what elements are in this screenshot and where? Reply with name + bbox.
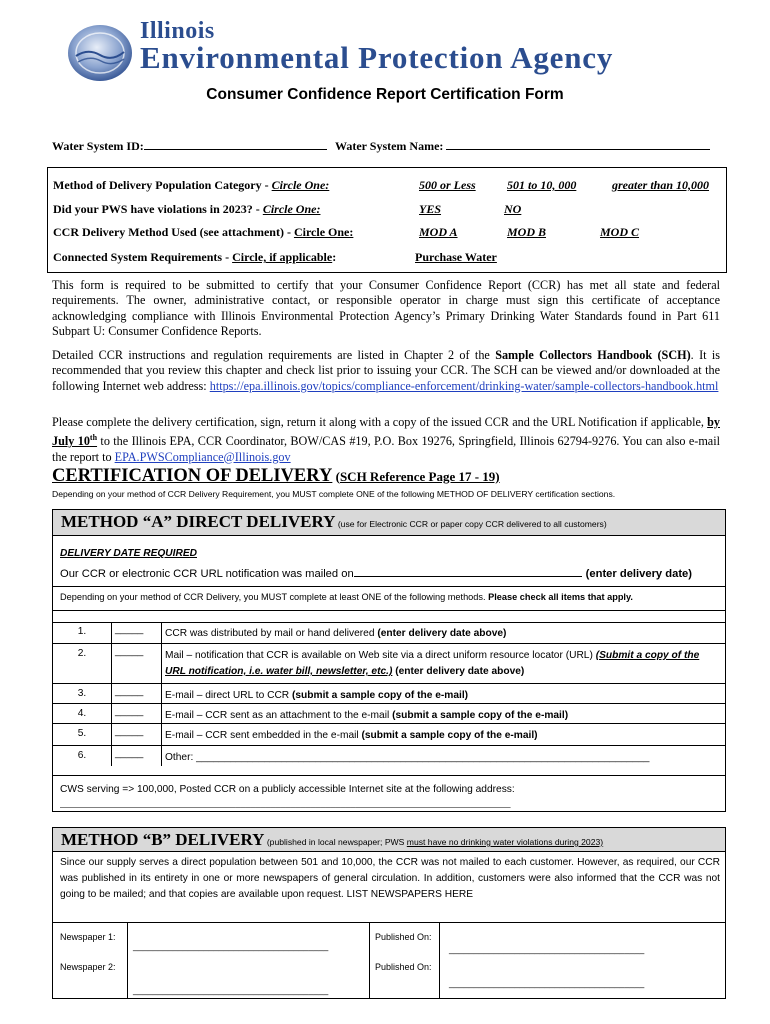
method-a-note: (use for Electronic CCR or paper copy CCR delivered to all customers) [335, 519, 607, 529]
option-mod-b[interactable]: MOD B [507, 225, 547, 239]
water-system-id-field[interactable] [52, 139, 327, 154]
method-b-section [52, 827, 726, 999]
published-on1-label: Published On: [375, 932, 432, 942]
method-a-title: METHOD “A” DIRECT DELIVERY [61, 512, 336, 531]
other-field[interactable]: Other: ________________________________________________________________________________ [165, 752, 650, 763]
method-b-body: Since our supply serves a direct population between 501 and 10,000, the CCR was not mailed to each customer. However, as required, our CCR was published in its entirety in one or more newspapers of general circulation. In addition, customers were also informed that the CCR was not going to be mailed; and that copies are available upon request. LIST NEWSPAPERS HERE [60, 857, 720, 900]
checklist-item: 2. _____ Mail – notification that CCR is available on Web site via a direct uniform resource locator (URL) (Submit a copy of the URL notification, i.e. water bill, newsletter, etc.) (enter delivery date above) [53, 644, 725, 684]
checkbox-blank[interactable]: _____ [115, 624, 144, 635]
circle-one-label: Circle One: [293, 225, 354, 239]
water-system-id-label: Water System ID: [52, 139, 144, 153]
circle-if-applicable-label: Circle, if applicable [232, 250, 333, 264]
water-system-id-blank[interactable] [144, 139, 327, 150]
delivery-info-box [47, 167, 727, 273]
newspaper1-label: Newspaper 1: [60, 932, 116, 942]
agency-seal-logo [66, 22, 134, 84]
checkbox-blank[interactable]: _____ [115, 726, 144, 737]
population-category-row: Method of Delivery Population Category - Circle One: [53, 178, 330, 192]
option-purchase-water[interactable]: Purchase Water [415, 250, 497, 264]
mailed-on-row: Our CCR or electronic CCR URL notification was mailed on (enter delivery date) [60, 565, 692, 580]
water-system-name-field[interactable] [335, 139, 710, 154]
agency-name-line1: Illinois [140, 18, 215, 44]
checklist-item: 6. _____ Other: ________________________________________________________________________________ [53, 746, 725, 766]
delivery-date-blank[interactable] [354, 565, 582, 577]
option-501-to-10000[interactable]: 501 to 10, 000 [507, 178, 577, 192]
method-a-section [52, 509, 726, 812]
checklist-item: 4. _____ E-mail – CCR sent as an attachment to the e-mail (submit a sample copy of the e-mail) [53, 704, 725, 724]
newspaper1-blank[interactable]: _______________________________________ [133, 941, 329, 951]
handbook-link[interactable]: https://epa.illinois.gov/topics/compliance-enforcement/drinking-water/sample-collectors-handbook.html [209, 378, 719, 393]
published-on1-blank[interactable]: _______________________________________ [449, 944, 645, 954]
option-mod-c[interactable]: MOD C [600, 225, 640, 239]
delivery-method-row: CCR Delivery Method Used (see attachment) - Circle One: [53, 225, 354, 239]
checklist-item: 5. _____ E-mail – CCR sent embedded in the e-mail (submit a sample copy of the e-mail) [53, 724, 725, 746]
option-mod-a[interactable]: MOD A [419, 225, 458, 239]
method-b-header: METHOD “B” DELIVERY (published in local newspaper; PWS must have no drinking water violations during 2023) [53, 828, 725, 852]
circle-one-label: Circle One: [271, 178, 330, 192]
option-500-or-less[interactable]: 500 or Less [419, 178, 476, 192]
checklist-item: 3. _____ E-mail – direct URL to CCR (submit a sample copy of the e-mail) [53, 684, 725, 704]
option-no[interactable]: NO [504, 202, 522, 216]
method-a-header [53, 510, 725, 536]
handbook-name: Sample Collectors Handbook (SCH) [495, 348, 691, 362]
sch-reference: SCH Reference Page 17 - 19) [339, 469, 500, 484]
cws-address-blank[interactable]: __________________________________________________________________________________________ [60, 798, 511, 808]
connected-system-row: Connected System Requirements - Circle, if applicable: [53, 250, 337, 264]
checkbox-blank[interactable]: _____ [115, 686, 144, 697]
submission-paragraph: Please complete the delivery certification, sign, return it along with a copy of the issued CCR and the URL Notification if applicable, by July 10th to the Illinois EPA, CCR Coordinator, BOW/CAS #19, P.O. Box 19276, Springfield, Illinois 62794-9276. You can also e-mail the report to EPA.PWSCompliance@Illinois.gov [52, 415, 720, 464]
water-system-name-label: Water System Name: [335, 139, 444, 153]
agency-name-line2: Environmental Protection Agency [140, 40, 614, 75]
method-b-title: METHOD “B” DELIVERY [61, 830, 265, 849]
intro-paragraph: This form is required to be submitted to certify that your Consumer Confidence Report (CCR) has met all state and federal requirements. The owner, administrative contact, or responsible operator in charge must sign this certificate of acceptance acknowledging compliance with Illinois Environmental Protection Agency’s Primary Drinking Water Standards found in Part 611 Subpart U: Consumer Confidence Reports. [52, 278, 720, 338]
option-greater-than-10000[interactable]: greater than 10,000 [612, 178, 710, 192]
certification-heading: CERTIFICATION OF DELIVERY (SCH Reference Page 17 - 19) [52, 466, 500, 486]
checkbox-blank[interactable]: _____ [115, 706, 144, 717]
checkbox-blank[interactable]: _____ [115, 748, 144, 759]
published-on2-label: Published On: [375, 962, 432, 972]
certification-subtitle: Depending on your method of CCR Delivery Requirement, you MUST complete ONE of the following METHOD OF DELIVERY certification sections. [52, 489, 616, 499]
due-date: by July 10th [52, 415, 720, 449]
method-instruction: Depending on your method of CCR Delivery, you MUST complete at least ONE of the following methods. Please check all items that apply. [60, 592, 633, 602]
delivery-date-required-label: DELIVERY DATE REQUIRED [60, 548, 197, 559]
circle-one-label: Circle One: [262, 202, 321, 216]
compliance-email-link[interactable]: EPA.PWSCompliance@Illinois.gov [114, 449, 291, 464]
form-title: Consumer Confidence Report Certification Form [206, 86, 564, 103]
instructions-paragraph: Detailed CCR instructions and regulation requirements are listed in Chapter 2 of the Sample Collectors Handbook (SCH). It is recommended that you review this chapter and check list prior to issuing your CCR. The SCH can be viewed and/or downloaded at the following Internet web address: https://epa.illinois.gov/topics/compliance-enforcement/drinking-water/sample-collectors-handbook.html [52, 348, 720, 393]
water-system-name-blank[interactable] [446, 139, 710, 150]
newspaper2-blank[interactable]: _______________________________________ [133, 985, 329, 995]
option-yes[interactable]: YES [419, 202, 442, 216]
cws-serving-text: CWS serving => 100,000, Posted CCR on a publicly accessible Internet site at the following address: [60, 784, 515, 795]
newspaper2-label: Newspaper 2: [60, 962, 116, 972]
checklist-item: 1. _____ CCR was distributed by mail or hand delivered (enter delivery date above) [53, 622, 725, 644]
violations-row: Did your PWS have violations in 2023? - Circle One: [53, 202, 321, 216]
method-b-note: must have no drinking water violations during 2023) [406, 837, 604, 847]
published-on2-blank[interactable]: _______________________________________ [449, 978, 645, 988]
checkbox-blank[interactable]: _____ [115, 646, 144, 657]
